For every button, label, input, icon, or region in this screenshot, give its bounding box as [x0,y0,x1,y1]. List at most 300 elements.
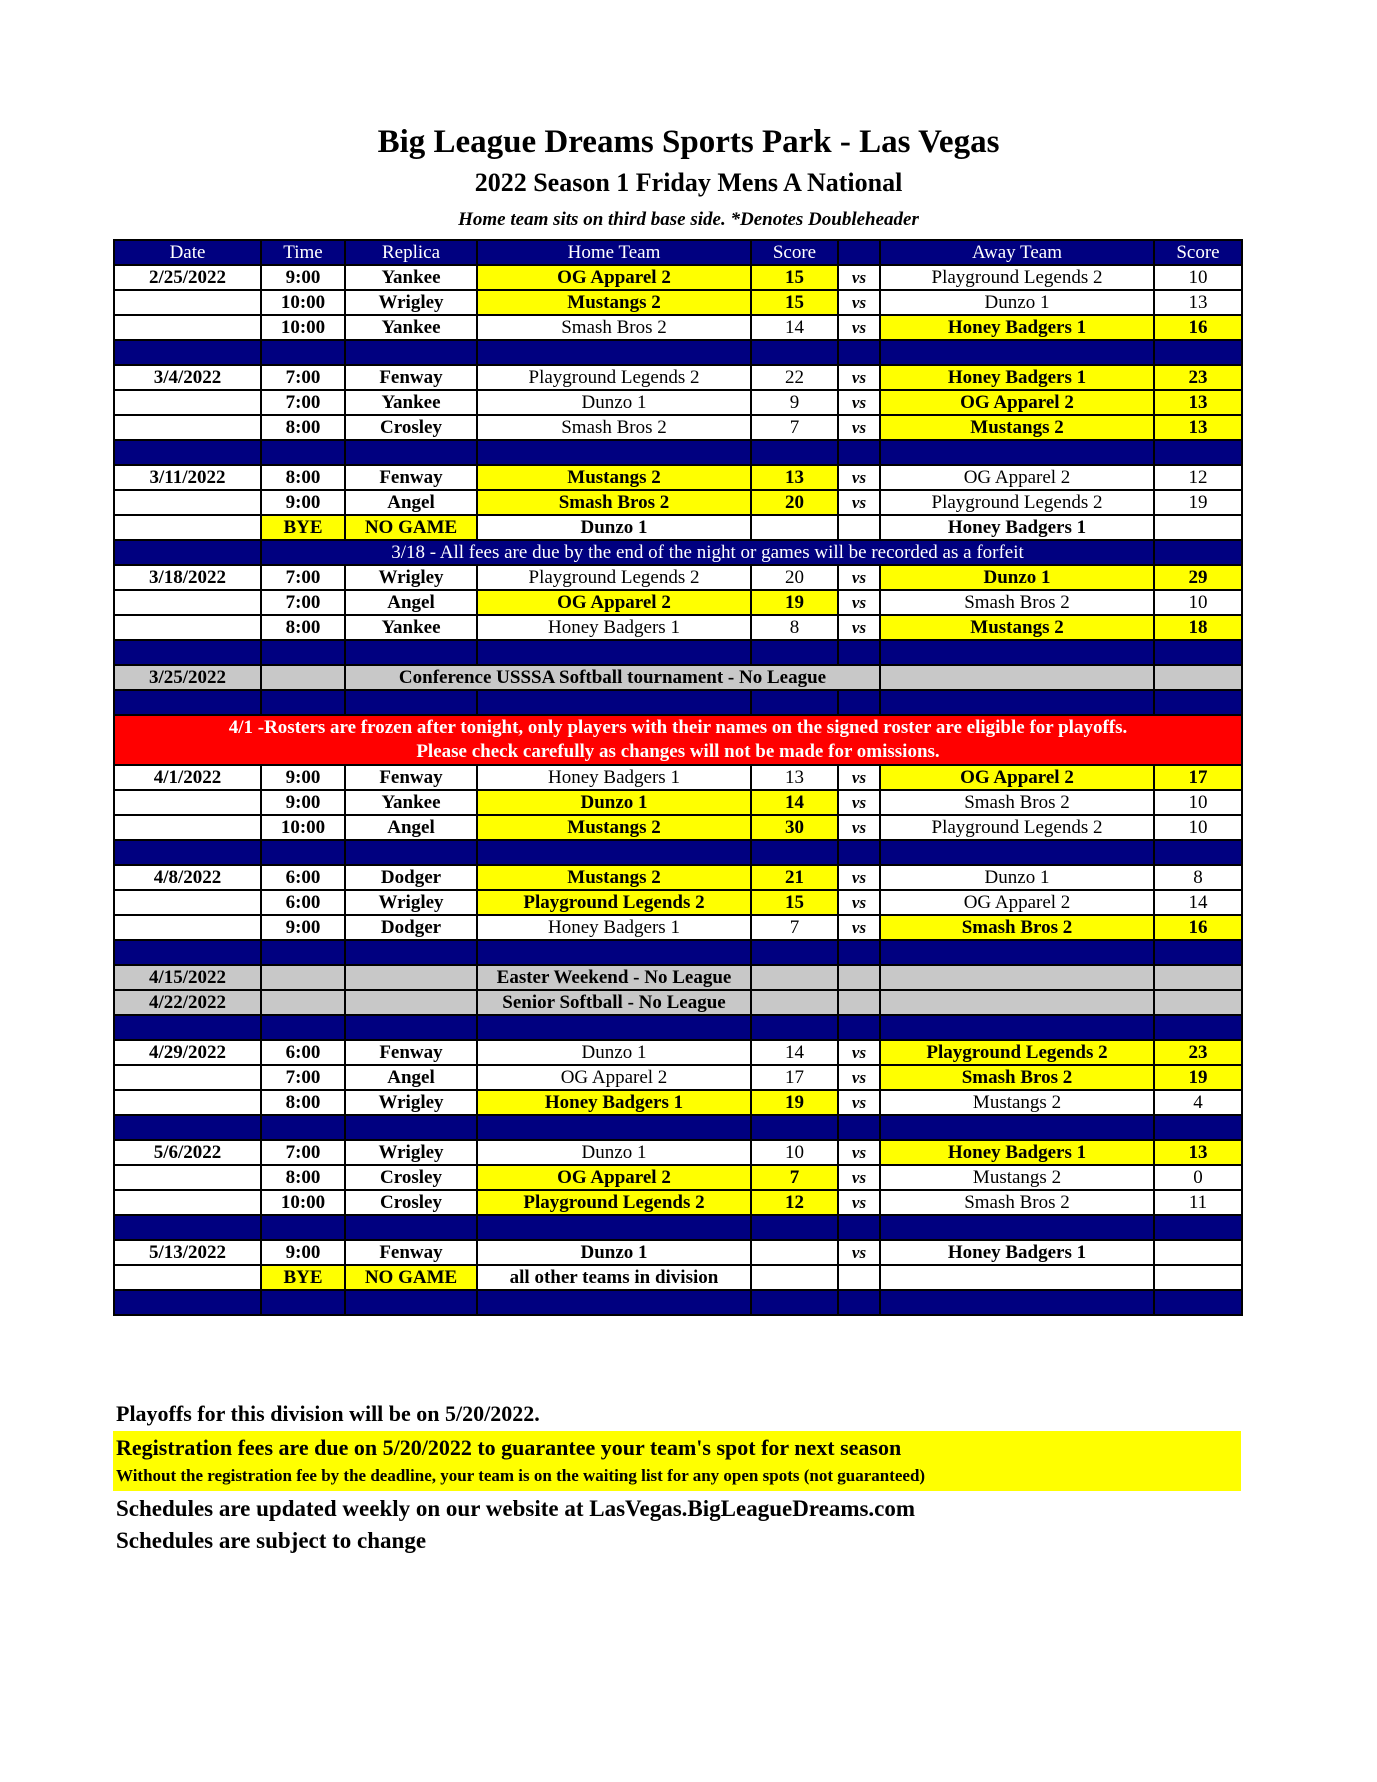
time-cell: 10:00 [261,1190,345,1215]
spacer-cell [1154,340,1242,365]
home-score-cell: 14 [751,1040,838,1065]
game-row [114,915,1242,940]
away-team-cell: Dunzo 1 [880,865,1154,890]
spacer-cell [345,1015,477,1040]
spacer-cell [261,1015,345,1040]
time-cell [261,990,345,1015]
date-cell [114,790,261,815]
spacer-cell [880,640,1154,665]
home-score-cell: 13 [751,765,838,790]
time-cell: 9:00 [261,1240,345,1265]
vs-cell: vs [838,290,880,315]
replica-field-cell: Yankee [345,315,477,340]
game-row [114,815,1242,840]
date-cell [114,1165,261,1190]
time-cell: 9:00 [261,765,345,790]
home-score-cell: 30 [751,815,838,840]
date-cell [114,1190,261,1215]
home-team-cell: Dunzo 1 [477,1240,751,1265]
spacer-cell [261,640,345,665]
score-cell [1154,540,1242,565]
away-team-cell: Playground Legends 2 [880,490,1154,515]
change-note: Schedules are subject to change [116,1528,427,1553]
spacer-cell [1154,1115,1242,1140]
registration-subnote: Without the registration fee by the deadline, your team is on the waiting list for any open spots (not guaranteed) [116,1466,926,1485]
spacer-cell [477,340,751,365]
vs-cell: vs [838,1140,880,1165]
website-note: Schedules are updated weekly on our website at LasVegas.BigLeagueDreams.com [116,1496,916,1521]
home-team-cell: Smash Bros 2 [477,415,751,440]
spacer-cell [114,1015,261,1040]
spacer-cell [880,1015,1154,1040]
registration-note: Registration fees are due on 5/20/2022 to guarantee your team's spot for next season [116,1435,902,1460]
vs-cell: vs [838,465,880,490]
no-game-cell: NO GAME [345,1265,477,1290]
spacer-cell [477,1290,751,1315]
away-team-cell: Mustangs 2 [880,415,1154,440]
away-score-cell: 10 [1154,815,1242,840]
vs-cell: vs [838,415,880,440]
home-score-cell: 19 [751,1090,838,1115]
time-cell: 6:00 [261,890,345,915]
replica-field-cell: Yankee [345,790,477,815]
date-cell [114,915,261,940]
column-header: Home Team [477,240,751,265]
spacer-cell [345,940,477,965]
playoffs-note: Playoffs for this division will be on 5/20/2022. [116,1401,540,1426]
home-score-cell: 22 [751,365,838,390]
date-cell: 3/25/2022 [114,665,261,690]
empty-cell [1154,990,1242,1015]
away-team-cell: Mustangs 2 [880,615,1154,640]
date-cell: 3/11/2022 [114,465,261,490]
time-cell: 8:00 [261,1165,345,1190]
home-team-cell: Dunzo 1 [477,790,751,815]
spacer-cell [477,840,751,865]
spacer-cell [751,840,838,865]
replica-field-cell: Dodger [345,865,477,890]
vs-cell: vs [838,1065,880,1090]
away-team-cell: Playground Legends 2 [880,265,1154,290]
spacer-cell [838,1215,880,1240]
column-header: Date [114,240,261,265]
spacer-cell [261,1115,345,1140]
away-team-cell: OG Apparel 2 [880,465,1154,490]
game-row [114,590,1242,615]
spacer-cell [261,940,345,965]
home-score-cell: 15 [751,290,838,315]
date-cell: 4/8/2022 [114,865,261,890]
away-team-cell: Honey Badgers 1 [880,365,1154,390]
date-cell: 4/29/2022 [114,1040,261,1065]
schedule-table [113,239,1243,1316]
spacer-cell [261,690,345,715]
away-score-cell: 10 [1154,590,1242,615]
home-score-cell: 13 [751,465,838,490]
spacer-cell [261,840,345,865]
vs-cell: vs [838,590,880,615]
no-league-row [114,965,1242,990]
spacer-cell [477,1015,751,1040]
home-team-cell: OG Apparel 2 [477,590,751,615]
spacer-row [114,440,1242,465]
game-row [114,1040,1242,1065]
replica-field-cell: Angel [345,1065,477,1090]
game-row [114,1240,1242,1265]
vs-cell: vs [838,490,880,515]
away-team-cell: Honey Badgers 1 [880,1140,1154,1165]
empty-cell [838,965,880,990]
away-score-cell: 10 [1154,265,1242,290]
date-cell [114,1265,261,1290]
spacer-cell [1154,690,1242,715]
date-cell [114,290,261,315]
spacer-cell [114,640,261,665]
spacer-row [114,840,1242,865]
date-cell: 5/13/2022 [114,1240,261,1265]
replica-field-cell: Fenway [345,465,477,490]
away-score-cell: 13 [1154,415,1242,440]
vs-cell [838,515,880,540]
game-row [114,890,1242,915]
replica-field-cell [345,990,477,1015]
away-team-cell: Honey Badgers 1 [880,315,1154,340]
replica-field-cell: Angel [345,590,477,615]
vs-cell: vs [838,615,880,640]
game-row [114,1190,1242,1215]
time-cell: 9:00 [261,790,345,815]
empty-cell [838,990,880,1015]
home-team-cell: Mustangs 2 [477,865,751,890]
spacer-cell [838,1115,880,1140]
spacer-cell [477,640,751,665]
home-team-cell: Playground Legends 2 [477,1190,751,1215]
spacer-cell [345,1290,477,1315]
spacer-row [114,1015,1242,1040]
bye-cell: BYE [261,1265,345,1290]
replica-field-cell: Fenway [345,1040,477,1065]
home-team-cell: Dunzo 1 [477,390,751,415]
away-team-cell: Smash Bros 2 [880,1065,1154,1090]
spacer-cell [345,840,477,865]
spacer-cell [477,940,751,965]
spacer-cell [751,1215,838,1240]
away-team-cell: Playground Legends 2 [880,815,1154,840]
bye-away-cell [880,1265,1154,1290]
away-team-cell: OG Apparel 2 [880,390,1154,415]
time-cell: 8:00 [261,415,345,440]
spacer-row [114,940,1242,965]
replica-field-cell: Wrigley [345,890,477,915]
no-league-row [114,990,1242,1015]
fees-note: 3/18 - All fees are due by the end of the night or games will be recorded as a forfeit [261,540,1154,565]
date-cell [114,315,261,340]
away-score-cell: 16 [1154,915,1242,940]
empty-cell [880,965,1154,990]
home-team-cell: OG Apparel 2 [477,1065,751,1090]
replica-field-cell: Fenway [345,1240,477,1265]
home-team-cell: Playground Legends 2 [477,565,751,590]
spacer-cell [1154,940,1242,965]
no-league-text: Senior Softball - No League [477,990,751,1015]
spacer-cell [880,1115,1154,1140]
spacer-cell [477,440,751,465]
game-row [114,1090,1242,1115]
away-team-cell: Smash Bros 2 [880,1190,1154,1215]
home-team-cell: Smash Bros 2 [477,490,751,515]
spacer-row [114,640,1242,665]
time-cell: 9:00 [261,915,345,940]
vs-cell: vs [838,390,880,415]
spacer-cell [880,690,1154,715]
home-score-cell: 15 [751,890,838,915]
empty-cell [751,965,838,990]
home-score-cell [751,1240,838,1265]
spacer-cell [345,340,477,365]
home-team-cell: Honey Badgers 1 [477,1090,751,1115]
spacer-cell [345,690,477,715]
vs-cell: vs [838,1240,880,1265]
spacer-cell [751,940,838,965]
home-score-cell: 20 [751,490,838,515]
spacer-cell [880,940,1154,965]
away-score-cell: 19 [1154,1065,1242,1090]
spacer-cell [114,1115,261,1140]
spacer-cell [345,1115,477,1140]
home-score-cell: 10 [751,1140,838,1165]
spacer-cell [114,840,261,865]
replica-field-cell: Wrigley [345,565,477,590]
date-cell: 4/1/2022 [114,765,261,790]
home-team-cell: OG Apparel 2 [477,265,751,290]
home-score-cell: 19 [751,590,838,615]
spacer-cell [880,1215,1154,1240]
game-row [114,490,1242,515]
date-cell [114,515,261,540]
game-row [114,465,1242,490]
home-team-cell: Mustangs 2 [477,290,751,315]
no-league-text: Conference USSSA Softball tournament - No League [345,665,880,690]
spacer-cell [477,1215,751,1240]
no-league-row [114,665,1242,690]
spacer-cell [261,1290,345,1315]
page-title: Big League Dreams Sports Park - Las Vegas [377,124,1000,160]
away-score-cell: 16 [1154,315,1242,340]
empty-cell [880,990,1154,1015]
vs-cell: vs [838,365,880,390]
time-cell: 9:00 [261,265,345,290]
date-cell: 3/4/2022 [114,365,261,390]
alert-line: Please check carefully as changes will not be made for omissions. [416,741,940,762]
score-cell [1154,665,1242,690]
game-row [114,765,1242,790]
time-cell: 10:00 [261,315,345,340]
spacer-cell [261,440,345,465]
away-team-cell: Playground Legends 2 [880,1040,1154,1065]
date-cell [114,1090,261,1115]
replica-field-cell: Fenway [345,765,477,790]
vs-cell: vs [838,1190,880,1215]
home-score-cell: 9 [751,390,838,415]
replica-field-cell: Crosley [345,1190,477,1215]
fees-note-row [114,540,1242,565]
spacer-cell [838,1290,880,1315]
date-cell: 4/22/2022 [114,990,261,1015]
bye-row [114,1265,1242,1290]
away-score-cell: 17 [1154,765,1242,790]
away-team-cell: Mustangs 2 [880,1165,1154,1190]
spacer-cell [1154,440,1242,465]
spacer-cell [880,340,1154,365]
date-cell [114,815,261,840]
time-cell: 6:00 [261,1040,345,1065]
home-score-cell: 15 [751,265,838,290]
spacer-cell [1154,840,1242,865]
column-header: Away Team [880,240,1154,265]
time-cell: 7:00 [261,1065,345,1090]
away-score-cell: 23 [1154,1040,1242,1065]
spacer-cell [880,1290,1154,1315]
home-score-cell: 20 [751,565,838,590]
spacer-cell [114,1290,261,1315]
date-cell [114,490,261,515]
time-cell: 10:00 [261,815,345,840]
away-team-cell: Honey Badgers 1 [880,1240,1154,1265]
spacer-cell [838,940,880,965]
column-header: Replica [345,240,477,265]
bye-team-cell: all other teams in division [477,1265,751,1290]
away-team-cell: OG Apparel 2 [880,765,1154,790]
date-cell: 4/15/2022 [114,965,261,990]
game-row [114,565,1242,590]
spacer-cell [477,1115,751,1140]
vs-cell: vs [838,890,880,915]
game-row [114,615,1242,640]
away-team-cell: Dunzo 1 [880,565,1154,590]
home-score-cell: 14 [751,790,838,815]
away-score-cell: 19 [1154,490,1242,515]
spacer-row [114,1215,1242,1240]
spacer-cell [751,640,838,665]
away-team-cell [880,665,1154,690]
spacer-cell [1154,1290,1242,1315]
spacer-cell [751,690,838,715]
vs-cell [838,1265,880,1290]
time-cell: 7:00 [261,365,345,390]
away-score-cell: 10 [1154,790,1242,815]
away-score-cell: 8 [1154,865,1242,890]
spacer-row [114,1290,1242,1315]
date-cell: 2/25/2022 [114,265,261,290]
game-row [114,1165,1242,1190]
away-score-cell: 13 [1154,1140,1242,1165]
replica-field-cell: Fenway [345,365,477,390]
vs-cell: vs [838,1040,880,1065]
time-cell: 8:00 [261,465,345,490]
date-cell [114,890,261,915]
game-row [114,790,1242,815]
game-row [114,1065,1242,1090]
spacer-cell [1154,640,1242,665]
roster-alert-row [114,715,1242,765]
spacer-cell [114,1215,261,1240]
home-team-cell: Smash Bros 2 [477,315,751,340]
home-team-cell: Playground Legends 2 [477,365,751,390]
spacer-cell [838,440,880,465]
replica-field-cell: Yankee [345,615,477,640]
spacer-cell [114,940,261,965]
home-score-cell: 7 [751,1165,838,1190]
spacer-cell [880,840,1154,865]
away-team-cell: Dunzo 1 [880,290,1154,315]
no-league-text: Easter Weekend - No League [477,965,751,990]
home-team-cell: Dunzo 1 [477,1140,751,1165]
away-score-cell: 29 [1154,565,1242,590]
away-team-cell: Smash Bros 2 [880,915,1154,940]
date-cell [114,390,261,415]
game-row [114,1140,1242,1165]
spacer-cell [477,690,751,715]
spacer-cell [838,840,880,865]
vs-cell: vs [838,315,880,340]
time-cell [261,965,345,990]
vs-cell: vs [838,565,880,590]
away-score-cell: 4 [1154,1090,1242,1115]
away-score-cell [1154,1240,1242,1265]
away-team-cell: OG Apparel 2 [880,890,1154,915]
spacer-cell [1154,1215,1242,1240]
game-row [114,290,1242,315]
spacer-cell [838,690,880,715]
date-cell [114,540,261,565]
home-team-cell: Playground Legends 2 [477,890,751,915]
replica-field-cell: Dodger [345,915,477,940]
time-cell: 7:00 [261,565,345,590]
date-cell: 5/6/2022 [114,1140,261,1165]
spacer-row [114,690,1242,715]
time-cell: 7:00 [261,1140,345,1165]
away-score-cell: 13 [1154,390,1242,415]
spacer-cell [838,340,880,365]
empty-cell [751,990,838,1015]
spacer-cell [345,640,477,665]
bye-row [114,515,1242,540]
game-row [114,415,1242,440]
home-score-cell: 8 [751,615,838,640]
away-score-cell: 12 [1154,465,1242,490]
time-cell: 10:00 [261,290,345,315]
date-cell [114,415,261,440]
column-header: Score [1154,240,1242,265]
spacer-cell [114,690,261,715]
column-header: Time [261,240,345,265]
spacer-cell [114,440,261,465]
home-score-cell: 7 [751,915,838,940]
away-score-cell: 13 [1154,290,1242,315]
page-subtitle: 2022 Season 1 Friday Mens A National [474,168,903,197]
away-score-cell: 0 [1154,1165,1242,1190]
spacer-cell [261,340,345,365]
date-cell: 3/18/2022 [114,565,261,590]
replica-field-cell: Yankee [345,265,477,290]
header-row [114,240,1242,265]
vs-cell: vs [838,265,880,290]
alert-line: 4/1 -Rosters are frozen after tonight, only players with their names on the signed roster are eligible for playoffs. [228,717,1128,738]
date-cell [114,590,261,615]
time-cell: 7:00 [261,390,345,415]
away-score-cell: 23 [1154,365,1242,390]
date-cell [114,1065,261,1090]
